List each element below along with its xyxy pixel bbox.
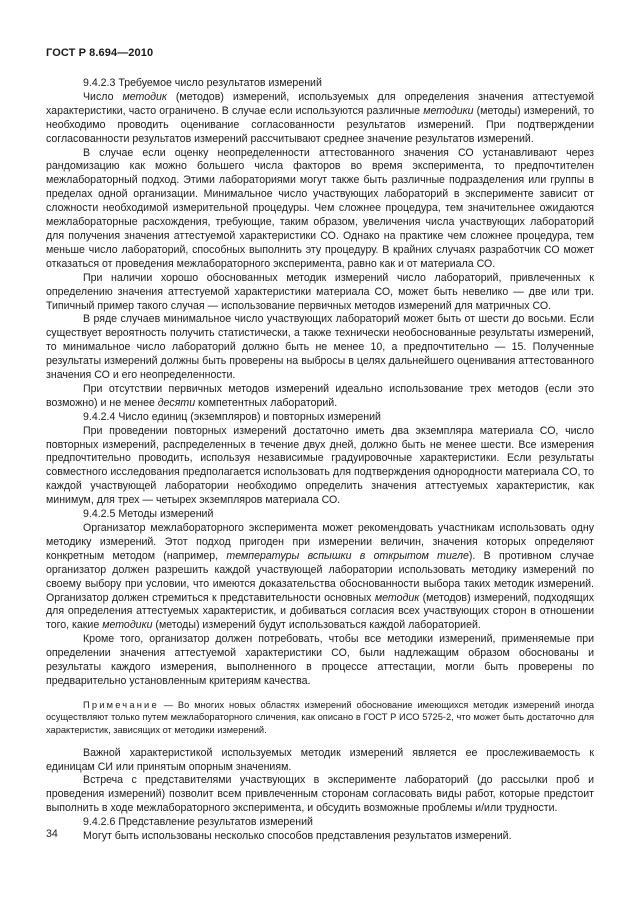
text-run: Организатор межлабораторного эксперимента может рекомендовать участникам использовать одну методику измерений. Этот подход пригоден при измерении величин, значения которых определяют конкретным методом (например,: [46, 522, 594, 562]
text-run: При проведении повторных измерений достаточно иметь два экземпляра материала СО, число повторных измерений, распределенных в течение двух дней, должно быть не менее шести. Все измерения предпочтительно проводить, используя независимые градуировочные характеристики. Если результаты совместного исследования предполагается использовать для подтверждения однородности материала СО, то каждой участвующей лаборатории необходимо определить значения аттестуемых характеристик, как минимум, для трех — четырех экземпляров материала СО.: [46, 424, 594, 507]
document-header: ГОСТ Р 8.694—2010: [46, 47, 154, 59]
document-body: [46, 77, 594, 844]
paragraph: [46, 272, 594, 314]
text-run: (методы) измерений будут использоваться каждой лабораторией.: [152, 619, 481, 632]
paragraph: [46, 830, 594, 844]
text-run: В ряде случаев минимальное число участвующих лабораторий может быть от шести до восьми. Если существует вероятность получить статистически, а также технически необоснованные результаты измерений, то минимальное число лабораторий должно быть не менее 10, а предпочтительно — 15. Полученные результаты измерений должны быть проверены на выбросы в целях дальнейшего оценивания аттестованного значения СО и его неопределенности.: [46, 313, 594, 382]
page-number: 34: [46, 828, 58, 840]
section-heading: 9.4.2.3 Требуемое число результатов измерений: [83, 77, 322, 89]
note-label: Примечание: [83, 699, 159, 710]
italic-term: методик: [374, 591, 420, 604]
text-run: В случае если оценку неопределенности аттестованного значения СО устанавливают через рандомизацию как можно большего числа факторов во время эксперимента, то предпочтителен межлабораторный подход. Этими лабораториями могут также быть различные подразделения или группы в пределах одной организации. Минимальное число участвующих лабораторий в эксперименте зависит от сложности необходимой измерительной процедуры. Чем сложнее процедура, тем значительнее ожидаются межлабораторные расхождения, требующие, таким образом, увеличения числа участвующих лабораторий для получения значения аттестуемой характеристики СО. Однако на практике чем сложнее процедура, тем меньше число лабораторий, способных выполнить эту процедуру. В крайних случаях разработчик СО может отказаться от проведения межлабораторного эксперимента, равно как и от материала СО.: [46, 146, 594, 270]
paragraph: [46, 425, 594, 508]
paragraph: [46, 774, 594, 816]
paragraph: [46, 147, 594, 272]
italic-term: десяти: [157, 396, 196, 409]
text-run: (методов) измерений, используемых для определения значения аттестуемой характеристики, часто ограничено. В случае если используются различные: [46, 90, 594, 117]
text-run: При наличии хорошо обоснованных методик измерений число лабораторий, привлеченных к определению значения аттестуемой характеристики материала СО, может быть невелико — две или три. Типичный пример такого случая — использование первичных методов измерений для матричных СО.: [46, 271, 594, 312]
text-run: Могут быть использованы несколько способов представления результатов измерений.: [83, 830, 512, 843]
note-block: [46, 699, 594, 737]
paragraph: [46, 633, 594, 689]
italic-term: методики: [423, 104, 474, 117]
paragraph: [46, 522, 594, 633]
text-run: ). В противном случае организатор должен разрешить каждой участвующей лаборатории использовать методику измерений по своему выбору при условии, что имеются доказательства обоснованности выбора таких методик измерений. Организатор должен стремиться к представительности основных: [46, 549, 595, 604]
text-run: Встреча с представителями участвующих в эксперименте лабораторий (до рассылки проб и проведения измерений) позволит всем привлеченным сторонам согласовать виды работ, которые предстоит выполнить в ходе межлабораторного эксперимента, и обсудить возможные проблемы и/или трудности.: [46, 774, 594, 815]
paragraph: [46, 747, 594, 775]
section-heading: 9.4.2.6 Представление результатов измерений: [83, 816, 313, 829]
text-run: При отсутствии первичных методов измерений идеально использование трех методов (если это возможно) и не менее: [46, 382, 594, 409]
italic-term: температуры вспышки в открытом тигле: [226, 549, 469, 562]
italic-term: методики: [102, 619, 153, 632]
note-text: — Во многих новых областях измерений обоснование имеющихся методик измерений иногда осуществляют только путем межлабораторного сличения, как описано в ГОСТ Р ИСО 5725-2, что может быть достаточно для характеристик, зависящих от методики измерений.: [46, 699, 594, 736]
paragraph: [46, 313, 594, 383]
text-run: Число: [83, 90, 123, 103]
italic-term: методик: [122, 90, 167, 103]
section-heading: 9.4.2.4 Число единиц (экземпляров) и повторных измерений: [83, 410, 381, 423]
text-run: Кроме того, организатор должен потребовать, чтобы все методики измерений, применяемые при определении значения аттестуемой характеристики СО, были надлежащим образом обоснованы и результаты каждого измерения, выполненного в процессе аттестации, могли быть проверены по предварительно установленным критериям качества.: [46, 633, 594, 687]
text-run: (методов) измерений, подходящих для определения аттестуемых характеристик, и добиваться согласия всех участвующих сторон в отношении того, какие: [46, 591, 594, 632]
text-run: Важной характеристикой используемых методик измерений является ее прослеживаемость к единицам СИ или принятым опорным значениям.: [46, 746, 594, 773]
paragraph: [46, 91, 594, 147]
text-run: компетентных лабораторий.: [195, 396, 338, 409]
text-run: (методы) измерений, то необходимо проводить оценивание согласованности результатов измерений. При подтверждении согласованности результатов измерений рассчитывают среднее значение результатов измерений.: [46, 104, 594, 145]
paragraph: [46, 383, 594, 411]
section-heading: 9.4.2.5 Методы измерений: [83, 508, 214, 521]
